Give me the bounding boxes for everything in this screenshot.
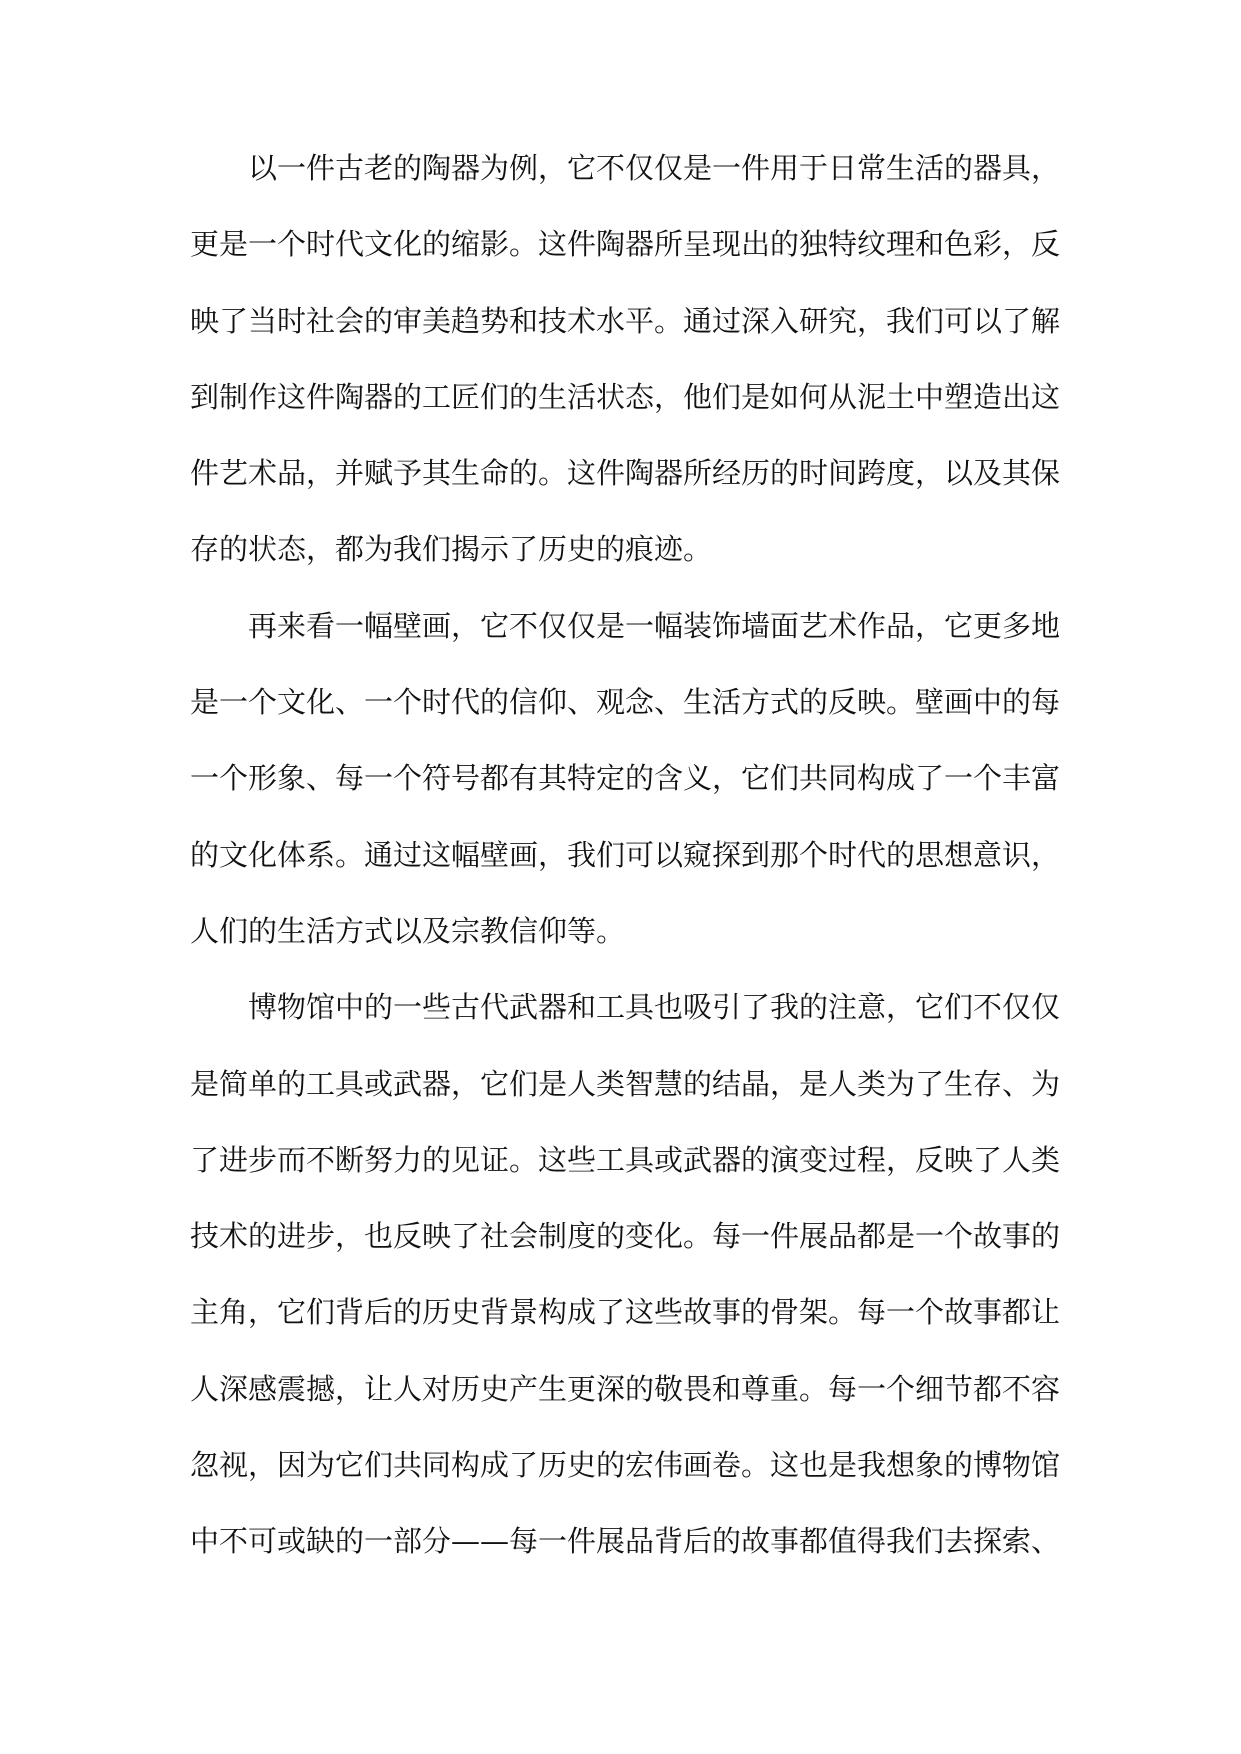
body-text — [190, 148, 1066, 1598]
paragraph-2-line-3: 一个形象、每一个符号都有其特定的含义，它们共同构成了一个丰富 — [190, 761, 1061, 796]
paragraph-3-line-4: 技术的进步，也反映了社会制度的变化。每一件展品都是一个故事的 — [190, 1219, 1061, 1254]
paragraph-2-line-1: 再来看一幅壁画，它不仅仅是一幅装饰墙面艺术作品，它更多地 — [248, 608, 1061, 643]
paragraph-1-line-3: 映了当时社会的审美趋势和技术水平。通过深入研究，我们可以了解 — [190, 303, 1061, 338]
paragraph-1-line-6: 存的状态，都为我们揭示了历史的痕迹。 — [190, 532, 713, 567]
paragraph-3-line-6: 人深感震撼，让人对历史产生更深的敬畏和尊重。每一个细节都不容 — [190, 1371, 1061, 1406]
paragraph-3-line-5: 主角，它们背后的历史背景构成了这些故事的骨架。每一个故事都让 — [190, 1295, 1061, 1330]
paragraph-2-line-4: 的文化体系。通过这幅壁画，我们可以窥探到那个时代的思想意识， — [190, 837, 1061, 872]
paragraph-2-line-2: 是一个文化、一个时代的信仰、观念、生活方式的反映。壁画中的每 — [190, 685, 1061, 720]
paragraph-1-line-4: 到制作这件陶器的工匠们的生活状态，他们是如何从泥土中塑造出这 — [190, 379, 1061, 414]
paragraph-1-line-2: 更是一个时代文化的缩影。这件陶器所呈现出的独特纹理和色彩，反 — [190, 227, 1061, 262]
paragraph-3-line-8: 中不可或缺的一部分——每一件展品背后的故事都值得我们去探索、 — [190, 1524, 1061, 1559]
paragraph-1-line-5: 件艺术品，并赋予其生命的。这件陶器所经历的时间跨度，以及其保 — [190, 456, 1061, 491]
paragraph-3-line-7: 忽视，因为它们共同构成了历史的宏伟画卷。这也是我想象的博物馆 — [190, 1448, 1061, 1483]
paragraph-3-line-2: 是简单的工具或武器，它们是人类智慧的结晶，是人类为了生存、为 — [190, 1066, 1061, 1101]
paragraph-3-line-1: 博物馆中的一些古代武器和工具也吸引了我的注意，它们不仅仅 — [248, 990, 1061, 1025]
paragraph-3-line-3: 了进步而不断努力的见证。这些工具或武器的演变过程，反映了人类 — [190, 1142, 1061, 1177]
paragraph-1-line-1: 以一件古老的陶器为例，它不仅仅是一件用于日常生活的器具， — [248, 151, 1061, 185]
paragraph-2-line-5: 人们的生活方式以及宗教信仰等。 — [190, 913, 626, 948]
